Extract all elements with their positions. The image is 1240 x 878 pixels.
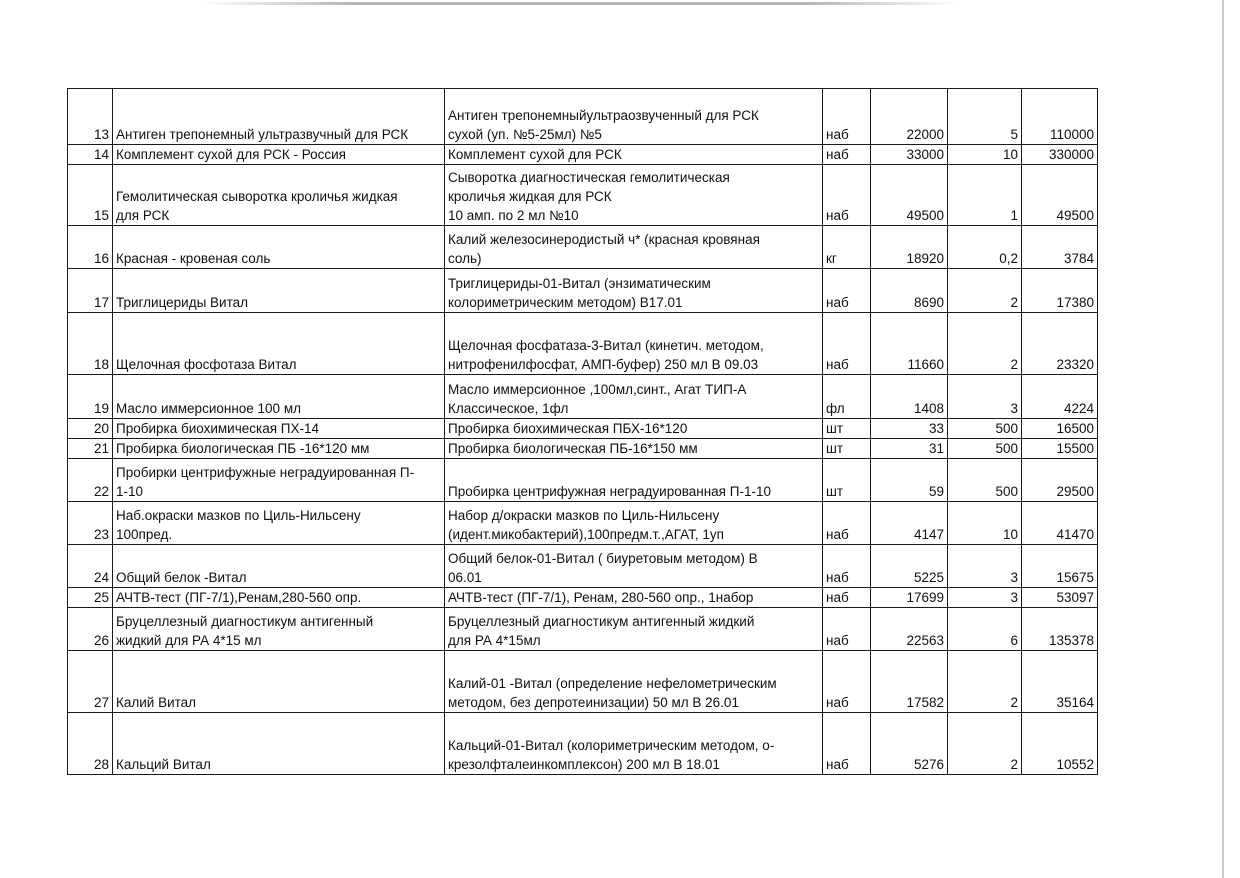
table-row xyxy=(68,145,1098,165)
item-name xyxy=(113,588,445,608)
item-description-line: Кальций-01-Витал (колориметрическим методом, о- xyxy=(448,738,775,753)
item-description xyxy=(445,713,823,775)
row-number: 22 xyxy=(68,459,113,502)
unit-cell: наб xyxy=(823,269,871,313)
price-cell: 4147 xyxy=(871,502,948,545)
total-cell: 41470 xyxy=(1022,502,1098,545)
item-description xyxy=(445,545,823,588)
unit-cell: наб xyxy=(823,713,871,775)
price-cell: 59 xyxy=(871,459,948,502)
price-cell: 49500 xyxy=(871,165,948,226)
row-number: 18 xyxy=(68,313,113,375)
unit-cell: наб xyxy=(823,545,871,588)
scan-edge-top xyxy=(200,2,960,5)
table-body xyxy=(68,89,1098,775)
total-cell: 16500 xyxy=(1022,419,1098,439)
table-row xyxy=(68,608,1098,651)
item-name-line: Щелочная фосфотаза Витал xyxy=(116,357,297,372)
quantity-cell: 2 xyxy=(948,713,1022,775)
item-name-line: Гемолитическая сыворотка кроличья жидкая xyxy=(116,189,398,204)
item-name xyxy=(113,419,445,439)
item-name-line: Пробирки центрифужные неградуированная П- xyxy=(116,465,415,480)
scan-edge-right xyxy=(1222,0,1224,878)
table-row xyxy=(68,226,1098,269)
item-name xyxy=(113,459,445,502)
table-row xyxy=(68,165,1098,226)
row-number: 28 xyxy=(68,713,113,775)
row-number: 21 xyxy=(68,439,113,459)
item-description xyxy=(445,269,823,313)
item-description-line: 06.01 xyxy=(448,570,482,585)
item-name xyxy=(113,608,445,651)
unit-cell: наб xyxy=(823,89,871,145)
item-name xyxy=(113,545,445,588)
price-cell: 17699 xyxy=(871,588,948,608)
unit-cell: шт xyxy=(823,439,871,459)
item-description-line: Классическое, 1фл xyxy=(448,401,569,416)
table-row xyxy=(68,651,1098,713)
item-description-line: Комплемент сухой для РСК xyxy=(448,147,622,162)
table-row xyxy=(68,502,1098,545)
item-description-line: Пробирка биологическая ПБ-16*150 мм xyxy=(448,441,698,456)
item-description xyxy=(445,145,823,165)
item-description-line: АЧТВ-тест (ПГ-7/1), Ренам, 280-560 опр., 1набор xyxy=(448,590,754,605)
quantity-cell: 2 xyxy=(948,313,1022,375)
total-cell: 15500 xyxy=(1022,439,1098,459)
table-row xyxy=(68,419,1098,439)
row-number: 20 xyxy=(68,419,113,439)
quantity-cell: 0,2 xyxy=(948,226,1022,269)
item-description xyxy=(445,502,823,545)
item-name-line: для РСК xyxy=(116,208,170,223)
item-name-line: Общий белок -Витал xyxy=(116,570,247,585)
item-description-line: (идент.микобактерий),100предм.т.,АГАТ, 1уп xyxy=(448,527,724,542)
table-row xyxy=(68,459,1098,502)
item-description xyxy=(445,439,823,459)
item-description-line: кроличья жидкая для РСК xyxy=(448,189,612,204)
total-cell: 17380 xyxy=(1022,269,1098,313)
item-description xyxy=(445,459,823,502)
item-name-line: АЧТВ-тест (ПГ-7/1),Ренам,280-560 опр. xyxy=(116,590,362,605)
item-description-line: Щелочная фосфатаза-3-Витал (кинетич. методом, xyxy=(448,338,764,353)
table-row xyxy=(68,89,1098,145)
item-description xyxy=(445,89,823,145)
item-description xyxy=(445,419,823,439)
total-cell: 4224 xyxy=(1022,375,1098,419)
item-name-line: Калий Витал xyxy=(116,695,197,710)
item-description-line: Масло иммерсионное ,100мл,синт., Агат ТИП-А xyxy=(448,382,747,397)
item-description-line: Антиген трепонемныйультраозвученный для РСК xyxy=(448,108,759,123)
item-description-line: Триглицериды-01-Витал (энзиматическим xyxy=(448,276,711,291)
item-name xyxy=(113,375,445,419)
total-cell: 135378 xyxy=(1022,608,1098,651)
row-number: 24 xyxy=(68,545,113,588)
row-number: 14 xyxy=(68,145,113,165)
item-name-line: Масло иммерсионное 100 мл xyxy=(116,401,301,416)
price-cell: 18920 xyxy=(871,226,948,269)
price-cell: 5225 xyxy=(871,545,948,588)
item-name xyxy=(113,651,445,713)
quantity-cell: 500 xyxy=(948,419,1022,439)
item-description xyxy=(445,165,823,226)
unit-cell: кг xyxy=(823,226,871,269)
item-name xyxy=(113,145,445,165)
item-name xyxy=(113,89,445,145)
quantity-cell: 1 xyxy=(948,165,1022,226)
quantity-cell: 500 xyxy=(948,459,1022,502)
item-name-line: Наб.окраски мазков по Циль-Нильсену xyxy=(116,508,361,523)
item-description xyxy=(445,313,823,375)
item-name xyxy=(113,502,445,545)
item-description-line: Общий белок-01-Витал ( биуретовым методом) В xyxy=(448,551,758,566)
item-name-line: Антиген трепонемный ультразвучный для РСК xyxy=(116,127,409,142)
total-cell: 35164 xyxy=(1022,651,1098,713)
item-name-line: жидкий для РА 4*15 мл xyxy=(116,633,262,648)
table-row xyxy=(68,313,1098,375)
item-name-line: Бруцеллезный диагностикум антигенный xyxy=(116,614,374,629)
table-row xyxy=(68,269,1098,313)
price-cell: 22563 xyxy=(871,608,948,651)
table-row xyxy=(68,375,1098,419)
item-description-line: Пробирка центрифужная неградуированная П-1-10 xyxy=(448,484,771,499)
item-name-line: Кальций Витал xyxy=(116,757,211,772)
quantity-cell: 3 xyxy=(948,375,1022,419)
item-name-line: 1-10 xyxy=(116,484,144,499)
item-description-line: колориметрическим методом) В17.01 xyxy=(448,295,683,310)
total-cell: 330000 xyxy=(1022,145,1098,165)
total-cell: 10552 xyxy=(1022,713,1098,775)
row-number: 15 xyxy=(68,165,113,226)
price-cell: 8690 xyxy=(871,269,948,313)
item-name xyxy=(113,226,445,269)
unit-cell: наб xyxy=(823,588,871,608)
row-number: 19 xyxy=(68,375,113,419)
item-name xyxy=(113,269,445,313)
quantity-cell: 3 xyxy=(948,588,1022,608)
quantity-cell: 6 xyxy=(948,608,1022,651)
item-description-line: Калий железосинеродистый ч* (красная кровяная xyxy=(448,232,760,247)
unit-cell: наб xyxy=(823,651,871,713)
unit-cell: шт xyxy=(823,419,871,439)
total-cell: 110000 xyxy=(1022,89,1098,145)
total-cell: 15675 xyxy=(1022,545,1098,588)
unit-cell: наб xyxy=(823,313,871,375)
table-row xyxy=(68,713,1098,775)
quantity-cell: 5 xyxy=(948,89,1022,145)
quantity-cell: 10 xyxy=(948,502,1022,545)
total-cell: 3784 xyxy=(1022,226,1098,269)
price-cell: 1408 xyxy=(871,375,948,419)
unit-cell: наб xyxy=(823,502,871,545)
price-cell: 31 xyxy=(871,439,948,459)
item-description xyxy=(445,588,823,608)
item-description-line: соль) xyxy=(448,251,482,266)
price-cell: 17582 xyxy=(871,651,948,713)
item-name-line: Пробирка биохимическая ПХ-14 xyxy=(116,421,319,436)
table-row xyxy=(68,439,1098,459)
item-name xyxy=(113,313,445,375)
unit-cell: наб xyxy=(823,145,871,165)
total-cell: 53097 xyxy=(1022,588,1098,608)
unit-cell: наб xyxy=(823,608,871,651)
unit-cell: фл xyxy=(823,375,871,419)
item-name-line: Красная - кровеная соль xyxy=(116,251,271,266)
item-description-line: крезолфталеинкомплексон) 200 мл В 18.01 xyxy=(448,757,720,772)
item-description-line: нитрофенилфосфат, АМП-буфер) 250 мл В 09.03 xyxy=(448,357,759,372)
quantity-cell: 10 xyxy=(948,145,1022,165)
item-description-line: Сыворотка диагностическая гемолитическая xyxy=(448,170,730,185)
item-name-line: Комплемент сухой для РСК - Россия xyxy=(116,147,346,162)
item-description xyxy=(445,375,823,419)
total-cell: 29500 xyxy=(1022,459,1098,502)
table-row xyxy=(68,588,1098,608)
quantity-cell: 2 xyxy=(948,651,1022,713)
row-number: 16 xyxy=(68,226,113,269)
item-description-line: для РА 4*15мл xyxy=(448,633,541,648)
total-cell: 49500 xyxy=(1022,165,1098,226)
item-description-line: Пробирка биохимическая ПБХ-16*120 xyxy=(448,421,688,436)
price-cell: 33 xyxy=(871,419,948,439)
price-cell: 11660 xyxy=(871,313,948,375)
item-description xyxy=(445,651,823,713)
unit-cell: шт xyxy=(823,459,871,502)
item-name-line: Триглицериды Витал xyxy=(116,295,249,310)
unit-cell: наб xyxy=(823,165,871,226)
item-name xyxy=(113,439,445,459)
quantity-cell: 3 xyxy=(948,545,1022,588)
items-table xyxy=(67,88,1098,775)
item-name-line: 100пред. xyxy=(116,527,173,542)
row-number: 23 xyxy=(68,502,113,545)
row-number: 26 xyxy=(68,608,113,651)
item-name-line: Пробирка биологическая ПБ -16*120 мм xyxy=(116,441,370,456)
item-description-line: Бруцеллезный диагностикум антигенный жидкий xyxy=(448,614,755,629)
row-number: 13 xyxy=(68,89,113,145)
item-description-line: Калий-01 -Витал (определение нефелометрическим xyxy=(448,676,777,691)
item-description-line: сухой (уп. №5-25мл) №5 xyxy=(448,127,602,142)
total-cell: 23320 xyxy=(1022,313,1098,375)
quantity-cell: 2 xyxy=(948,269,1022,313)
row-number: 27 xyxy=(68,651,113,713)
item-description-line: методом, без депротеинизации) 50 мл В 26.01 xyxy=(448,695,739,710)
table-row xyxy=(68,545,1098,588)
row-number: 25 xyxy=(68,588,113,608)
item-description xyxy=(445,608,823,651)
price-cell: 22000 xyxy=(871,89,948,145)
item-name xyxy=(113,165,445,226)
item-description-line: 10 амп. по 2 мл №10 xyxy=(448,208,579,223)
item-description-line: Набор д/окраски мазков по Циль-Нильсену xyxy=(448,508,720,523)
item-name xyxy=(113,713,445,775)
row-number: 17 xyxy=(68,269,113,313)
item-description xyxy=(445,226,823,269)
price-cell: 33000 xyxy=(871,145,948,165)
quantity-cell: 500 xyxy=(948,439,1022,459)
price-cell: 5276 xyxy=(871,713,948,775)
